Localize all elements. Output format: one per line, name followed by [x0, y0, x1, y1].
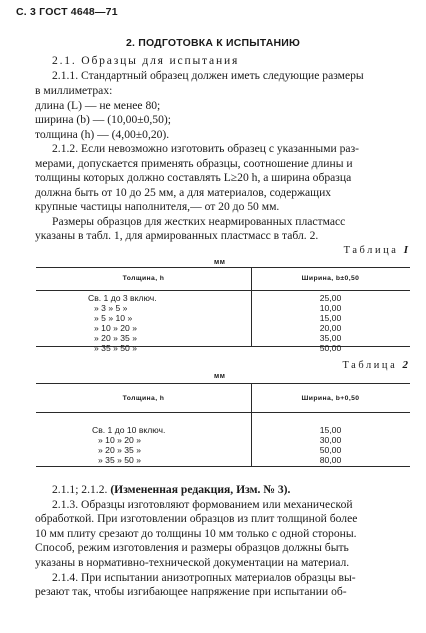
table2-row-1-width: 15,00: [319, 425, 342, 435]
table2-number: 2: [402, 359, 408, 371]
para-2-1-3-line4: Способ, режим изготовления и размеры образцов должны быть: [35, 541, 349, 554]
table2-caption-text: Таблица: [342, 360, 398, 371]
table2: [36, 383, 410, 467]
table1-caption-text: Таблица: [343, 245, 399, 256]
para-2-1-3-line2: обработкой. При изготовлении образцов из плит толщиной более: [35, 512, 358, 525]
table2-row-3-width: 50,00: [319, 445, 342, 455]
para-2-1-1-line1: 2.1.1. Стандартный образец должен иметь следующие размеры: [52, 69, 364, 82]
table1-row-3-width: 15,00: [319, 313, 342, 323]
sizes-line1: Размеры образцов для жестких неармированных пластмасс: [52, 215, 346, 228]
table1-row-5-width: 35,00: [319, 333, 342, 343]
table2-row-1-range: Св. 1 до 10 включ.: [92, 425, 166, 435]
table1-row-4-width: 20,00: [319, 323, 342, 333]
para-2-1-4-line2: резают так, чтобы изгибающее напряжение при испытании об-: [35, 585, 347, 598]
table1-row-1-range: Св. 1 до 3 включ.: [88, 293, 157, 303]
table2-col-width: Ширина, b+0,50: [301, 395, 360, 402]
para-amendment-note: (Измененная редакция, Изм. № 3).: [110, 483, 291, 496]
para-2-1-1-line2: в миллиметрах:: [35, 84, 113, 97]
table1-row-3-range: » 5 » 10 »: [94, 313, 133, 323]
para-2-1-2-line1: 2.1.2. Если невозможно изготовить образец с указанными раз-: [52, 142, 360, 155]
table1-row-2-width: 10,00: [319, 303, 342, 313]
para-2-1-4-line1: 2.1.4. При испытании анизотропных материалов образцы вы-: [52, 571, 356, 584]
table1-number: I: [403, 244, 408, 256]
para-2-1-2-line4: должна быть от 10 до 25 мм, а для материалов, содержащих: [35, 186, 332, 199]
subsection-2-1: 2.1. Образцы для испытания: [52, 54, 240, 67]
page-header: С. 3 ГОСТ 4648—71: [16, 6, 118, 18]
para-2-1-2-line2: мерами, допускается применять образцы, соотношение длины и: [35, 157, 353, 170]
section-title: 2. ПОДГОТОВКА К ИСПЫТАНИЮ: [125, 37, 301, 49]
table2-row-3-range: » 20 » 35 »: [98, 445, 142, 455]
table1-row-6-width: 50,00: [319, 343, 342, 353]
table1-col-thickness: Толщина, h: [122, 275, 165, 282]
dim-length: длина (L) — не менее 80;: [35, 99, 161, 112]
table1-row-1-width: 25,00: [319, 293, 342, 303]
sizes-line2: указаны в табл. 1, для армированных пластмасс в табл. 2.: [35, 229, 319, 242]
para-2-1-3-line3: 10 мм плиту срезают до толщины 10 мм только с одной стороны.: [35, 527, 357, 540]
table1-row-5-range: » 20 » 35 »: [94, 333, 138, 343]
table1-col-width: Ширина, b±0,50: [301, 275, 360, 282]
table1-row-4-range: » 10 » 20 »: [94, 323, 138, 333]
table2-row-4-width: 80,00: [319, 455, 342, 465]
para-2-1-3-line5: указаны в нормативно-технической документации на материал.: [35, 556, 350, 569]
table2-caption: [342, 359, 408, 371]
para-amendment: [52, 482, 290, 498]
table1-row-2-range: » 3 » 5 »: [94, 303, 128, 313]
table2-row-4-range: » 35 » 50 »: [98, 455, 142, 465]
table1: [36, 267, 410, 353]
table1-row-6-range: » 35 » 50 »: [94, 343, 138, 353]
para-2-1-3-line1: 2.1.3. Образцы изготовляют формованием или механической: [52, 498, 353, 511]
table1-caption: [344, 244, 408, 256]
table1-unit: мм: [214, 259, 226, 266]
table2-unit: мм: [214, 373, 226, 380]
table2-row-2-range: » 10 » 20 »: [98, 435, 142, 445]
table2-row-2-width: 30,00: [319, 435, 342, 445]
para-amendment-ref: 2.1.1; 2.1.2.: [52, 483, 108, 496]
dim-width: ширина (b) — (10,00±0,50);: [35, 113, 171, 126]
para-2-1-2-line5: крупные частицы наполнителя,— от 20 до 50 мм.: [35, 200, 280, 213]
dim-thickness: толщина (h) — (4,00±0,20).: [35, 128, 170, 141]
table2-col-thickness: Толщина, h: [122, 395, 165, 402]
para-2-1-2-line3: толщины которых должно составлять L≥20 h, а ширина образца: [35, 171, 352, 184]
